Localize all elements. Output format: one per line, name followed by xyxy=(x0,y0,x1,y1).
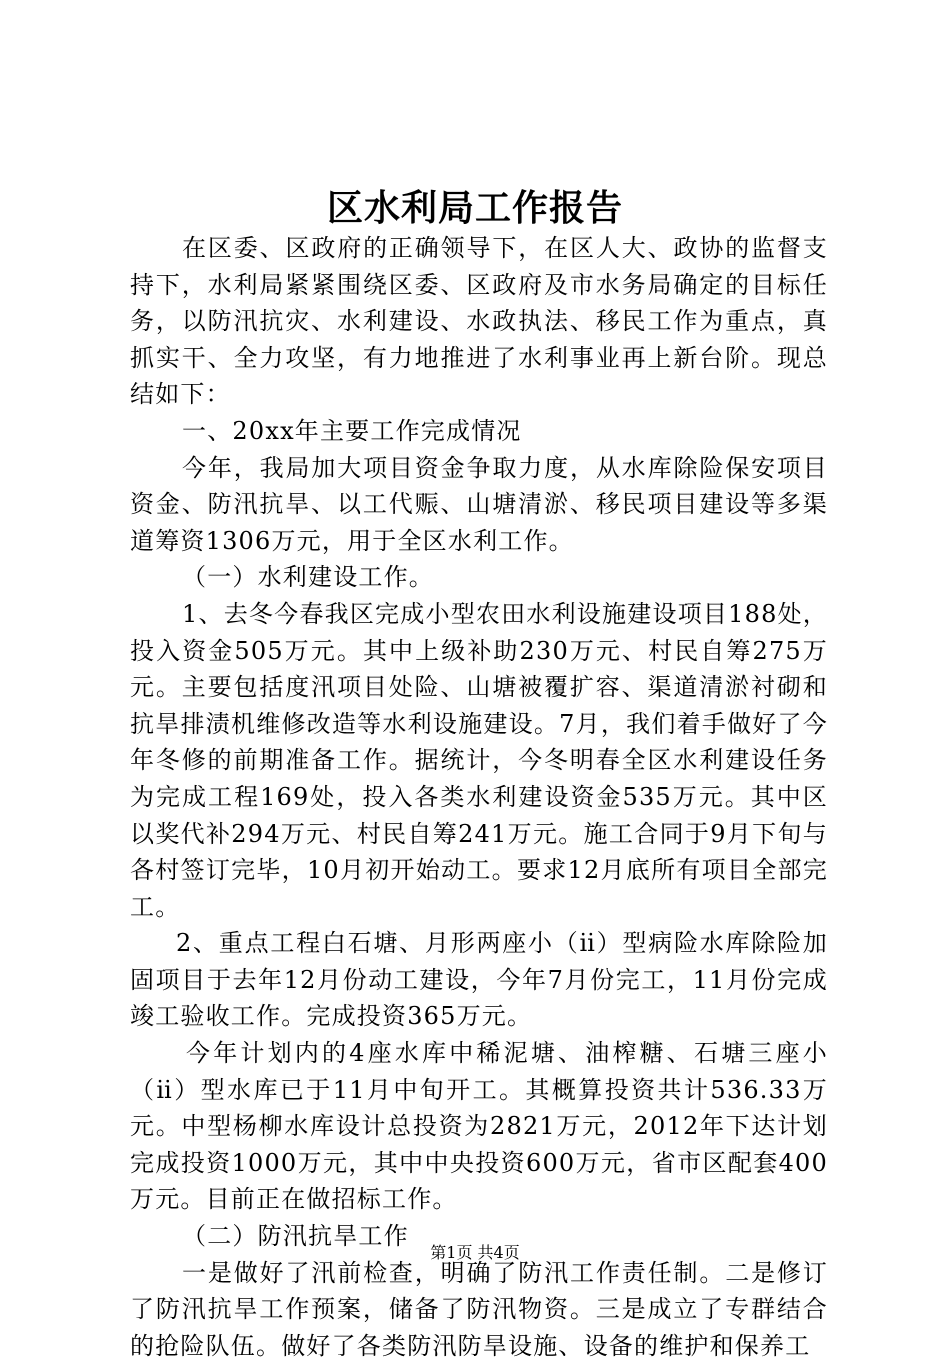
paragraph-intro: 在区委、区政府的正确领导下，在区人大、政协的监督支持下，水利局紧紧围绕区委、区政府及市水务局确定的目标任务，以防汛抗灾、水利建设、水政执法、移民工作为重点，真抓实干、全力攻坚，有力地推进了水利事业再上新台阶。现总结如下： xyxy=(130,234,828,409)
document-title: 区水利局工作报告 xyxy=(326,187,623,229)
paragraph-flood-control: 一是做好了汛前检查，明确了防汛工作责任制。二是修订了防汛抗旱工作预案，储备了防汛物资。三是成立了专群结合的抢险队伍。做好了各类防汛防旱设施、设备的维护和保养工 xyxy=(130,1258,828,1360)
subsection-heading-2: （二）防汛抗旱工作 xyxy=(182,1222,409,1251)
paragraph-funding: 今年，我局加大项目资金争取力度，从水库除险保安项目资金、防汛抗旱、以工代赈、山塘清淤、移民项目建设等多渠道筹资1306万元，用于全区水利工作。 xyxy=(130,453,828,555)
paragraph-reservoir-plan: 今年计划内的4座水库中稀泥塘、油榨糖、石塘三座小（ⅱ）型水库已于11月中旬开工。其概算投资共计536.33万元。中型杨柳水库设计总投资为2821万元，2012年下达计划完成投资1000万元，其中中央投资600万元，省市区配套400万元。目前正在做招标工作。 xyxy=(130,1039,828,1214)
page-footer: 第1页 共4页 xyxy=(430,1243,520,1262)
paragraph-item-1: 1、去冬今春我区完成小型农田水利设施建设项目188处，投入资金505万元。其中上级补助230万元、村民自筹275万元。主要包括度汛项目处险、山塘被覆扩容、渠道清淤衬砌和抗旱排渍机维修改造等水利设施建设。7月，我们着手做好了今年冬修的前期准备工作。据统计，今冬明春全区水利建设任务为完成工程169处，投入各类水利建设资金535万元。其中区以奖代补294万元、村民自筹241万元。施工合同于9月下旬与各村签订完毕，10月初开始动工。要求12月底所有项目全部完工。 xyxy=(130,599,828,921)
paragraph-item-2: 2、重点工程白石塘、月形两座小（ⅱ）型病险水库除险加固项目于去年12月份动工建设，今年7月份完工，11月份完成竣工验收工作。完成投资365万元。 xyxy=(130,929,828,1031)
document-body xyxy=(130,230,828,1364)
subsection-heading-1: （一）水利建设工作。 xyxy=(182,563,434,592)
section-heading-1: 一、20xx年主要工作完成情况 xyxy=(182,416,522,445)
